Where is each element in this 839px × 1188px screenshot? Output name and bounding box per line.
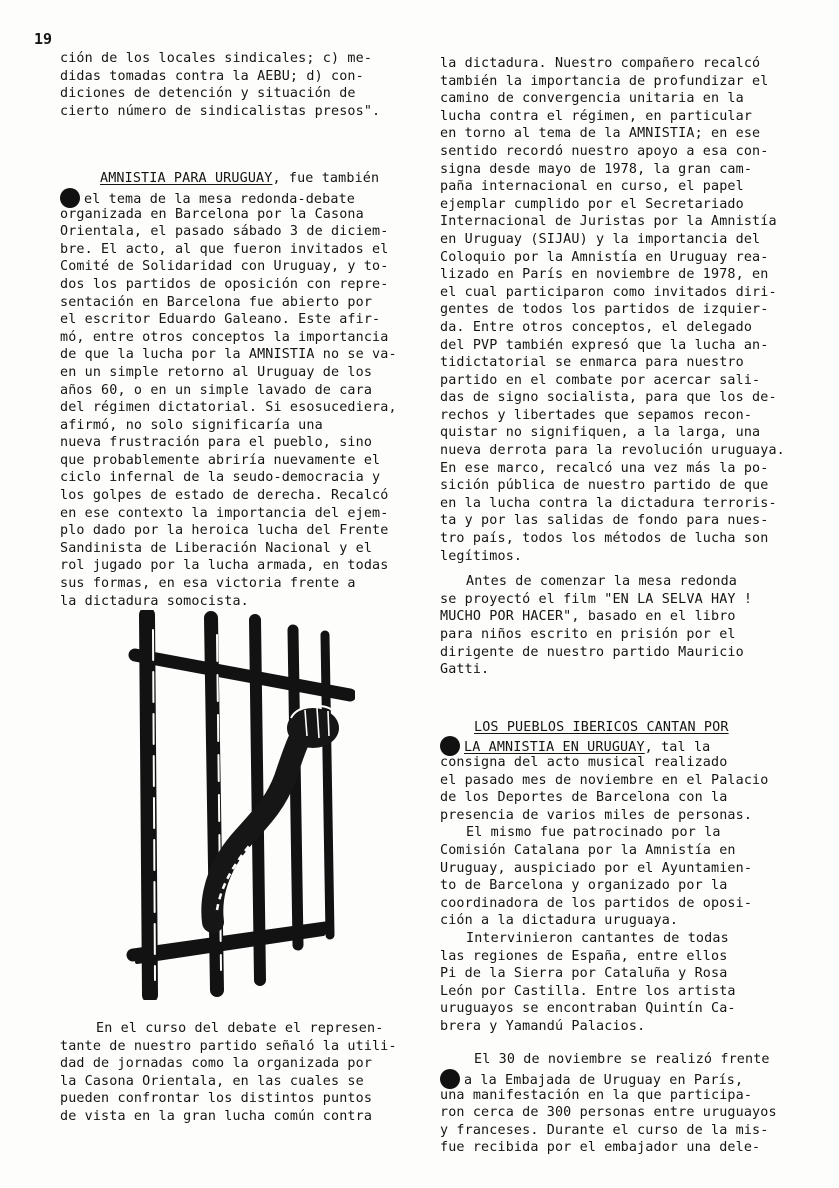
text-line: legítimos.	[440, 548, 523, 564]
text-line: Uruguay, auspiciado por el Ayuntamien-	[440, 860, 753, 876]
text-line: que probablemente abriría nuevamente el	[60, 452, 381, 468]
text-line: en la lucha contra la dictadura terroris-	[440, 495, 777, 511]
text-line: Sandinista de Liberación Nacional y el	[60, 540, 373, 556]
text-line: tro país, todos los métodos de lucha son	[440, 531, 769, 547]
text-line: tidictatorial se enmarca para nuestro	[440, 355, 744, 371]
text-line: ejemplar cumplido por el Secretariado	[440, 196, 744, 212]
text-line: En el curso del debate el represen-	[96, 1021, 384, 1036]
text-line: lizado en París en noviembre de 1978, en	[440, 267, 769, 283]
text-line: organizada en Barcelona por la Casona	[60, 206, 364, 222]
text-line: signa desde mayo de 1978, la gran cam-	[440, 161, 753, 177]
text-line: Internacional de Juristas por la Amnistía	[440, 214, 777, 230]
text-line: mó, entre otros conceptos la importancia	[60, 329, 389, 345]
text-line: los golpes de estado de derecha. Recalcó	[60, 488, 389, 504]
text-line: la dictadura. Nuestro compañero recalcó	[440, 56, 761, 71]
text-line: Comisión Catalana por la Amnistía en	[440, 842, 736, 858]
text-line: el pasado mes de noviembre en el Palacio	[440, 772, 769, 788]
text-line: cierto número de sindicalistas presos".	[60, 103, 381, 119]
text-line: consigna del acto musical realizado	[440, 754, 728, 770]
text-line: se proyectó el film "EN LA SELVA HAY !	[440, 591, 753, 607]
text-line: da. Entre otros conceptos, el delegado	[440, 319, 753, 335]
bullet-dot-icon	[60, 188, 80, 208]
film-paragraph	[440, 573, 785, 679]
article-heading	[60, 170, 405, 188]
text-line: la Casona Orientala, en las cuales se	[60, 1073, 364, 1089]
text-line: presencia de varios miles de personas.	[440, 807, 753, 823]
text-line: Pi de la Sierra por Cataluña y Rosa	[440, 966, 728, 982]
text-line: Intervinieron cantantes de todas	[466, 930, 729, 946]
heading-rest: , tal la	[644, 740, 711, 756]
text-line: nueva frustración para el pueblo, sino	[60, 435, 373, 451]
text-line: ciclo infernal de la seudo-democracia y	[60, 470, 381, 486]
text-span: a la Embajada de Uruguay en París,	[464, 1073, 744, 1089]
heading-pueblos-ibericos: LOS PUEBLOS IBERICOS CANTAN POR	[474, 719, 729, 735]
text-line	[60, 188, 405, 206]
text-line: ción a la dictadura uruguaya.	[440, 913, 679, 929]
text-line: el cual participaron como invitados diri-	[440, 284, 777, 300]
text-line: das de signo socialista, para que los de-	[440, 390, 777, 406]
text-line: dirigente de nuestro partido Mauricio	[440, 644, 744, 660]
text-line: las regiones de España, entre ellos	[440, 948, 728, 964]
text-line: sus formas, en esa victoria frente a	[60, 576, 356, 592]
text-line: coordinadora de los partidos de oposi-	[440, 895, 753, 911]
heading-rest: , fue también	[272, 171, 380, 187]
text-line: En ese marco, recalcó una vez más la po-	[440, 460, 769, 476]
text-line: quistar no signifiquen, a la larga, una	[440, 425, 761, 441]
article-heading	[440, 736, 785, 754]
text-line: ción de los locales sindicales; c) me-	[60, 51, 373, 66]
text-line: El 30 de noviembre se realizó frente	[474, 1052, 770, 1068]
amnistia-article	[60, 170, 405, 610]
left-column	[60, 50, 405, 610]
text-line: diciones de detención y situación de	[60, 86, 356, 102]
intro-paragraph	[60, 50, 405, 120]
prison-bars-fist-illustration	[125, 610, 355, 1000]
text-line: la dictadura somocista.	[60, 593, 249, 609]
text-line: y franceses. Durante el curso de la mis-	[440, 1122, 769, 1138]
heading-amnistia-para-uruguay: AMNISTIA PARA URUGUAY	[100, 171, 273, 187]
text-line: para niños escrito en prisión por el	[440, 627, 736, 642]
text-line: afirmó, no solo significaría una	[60, 417, 323, 433]
text-line: también la importancia de profundizar el	[440, 73, 769, 89]
text-line: didas tomadas contra la AEBU; d) con-	[60, 68, 364, 84]
page-number: 19	[34, 30, 53, 48]
text-line: en un simple retorno al Uruguay de los	[60, 364, 373, 380]
text-line: uruguayos se encontraban Quintín Ca-	[440, 1001, 736, 1017]
text-line: rol jugado por la lucha armada, en todas	[60, 558, 389, 574]
right-column	[440, 55, 785, 1157]
text-line: el escritor Eduardo Galeano. Este afir-	[60, 312, 381, 328]
text-line: brera y Yamandú Palacios.	[440, 1018, 646, 1034]
debate-paragraph	[60, 1020, 405, 1126]
text-line: en ese contexto la importancia del ejem-	[60, 505, 389, 521]
article-heading	[440, 719, 785, 737]
text-span: el tema de la mesa redonda-debate	[84, 191, 355, 207]
heading-amnistia-en-uruguay: LA AMNISTIA EN URUGUAY	[464, 740, 645, 756]
text-line: una manifestación en la que participa-	[440, 1087, 753, 1103]
raised-fist-icon	[287, 706, 339, 748]
text-line: nueva derrota para la revolución uruguaya.	[440, 443, 785, 459]
continuation-paragraph	[440, 55, 785, 565]
text-line: Gatti.	[440, 662, 490, 678]
text-line: bre. El acto, al que fueron invitados el	[60, 241, 389, 257]
text-line: del régimen dictatorial. Si esosucediera,	[60, 400, 397, 416]
text-line: dos los partidos de oposición con repre-	[60, 276, 389, 292]
text-line: gentes de todos los partidos de izquier-	[440, 302, 769, 318]
noviembre-article	[440, 1051, 785, 1157]
text-line: tante de nuestro partido señaló la utili-	[60, 1038, 397, 1054]
text-line: de los Deportes de Barcelona con la	[440, 790, 728, 806]
text-line: paña internacional en curso, el papel	[440, 179, 744, 195]
text-line: dad de jornadas como la organizada por	[60, 1056, 373, 1072]
text-line	[440, 1069, 785, 1087]
text-line: plo dado por la heroica lucha del Frente	[60, 523, 389, 539]
text-line: en torno al tema de la AMNISTIA; en ese	[440, 126, 761, 142]
text-line: años 60, o en un simple lavado de cara	[60, 382, 373, 398]
text-line: to de Barcelona y organizado por la	[440, 878, 728, 894]
text-line: ta y por las salidas de fondo para nues-	[440, 513, 769, 529]
text-line: en Uruguay (SIJAU) y la importancia del	[440, 231, 761, 247]
text-line: del PVP también expresó que la lucha an-	[440, 337, 769, 353]
text-line: El mismo fue patrocinado por la	[466, 825, 721, 841]
text-line: Coloquio por la Amnistía en Uruguay rea-	[440, 249, 769, 265]
text-line: partido en el combate por acercar sali-	[440, 372, 761, 388]
text-line: Orientala, el pasado sábado 3 de diciem-	[60, 224, 389, 240]
pueblos-article	[440, 719, 785, 1036]
text-line: sición pública de nuestro partido de que	[440, 478, 769, 494]
text-line: camino de convergencia unitaria en la	[440, 91, 744, 107]
text-line: sentación en Barcelona fue abierto por	[60, 294, 373, 310]
text-line: Antes de comenzar la mesa redonda	[466, 574, 737, 590]
text-line: MUCHO POR HACER", basado en el libro	[440, 609, 736, 625]
text-line: de vista en la gran lucha común contra	[60, 1108, 373, 1124]
text-line: fue recibida por el embajador una dele-	[440, 1140, 761, 1156]
text-line: pueden confrontar los distintos puntos	[60, 1091, 373, 1107]
text-line: Comité de Solidaridad con Uruguay, y to-	[60, 259, 389, 275]
text-line: de que la lucha por la AMNISTIA no se va-	[60, 347, 397, 363]
text-line: León por Castilla. Entre los artista	[440, 983, 736, 999]
text-line: lucha contra el régimen, en particular	[440, 108, 753, 124]
text-line: ron cerca de 300 personas entre uruguayos	[440, 1105, 777, 1121]
text-line: sentido recordó nuestro apoyo a esa con-	[440, 143, 769, 159]
text-line: rechos y libertades que sepamos recon-	[440, 407, 753, 423]
